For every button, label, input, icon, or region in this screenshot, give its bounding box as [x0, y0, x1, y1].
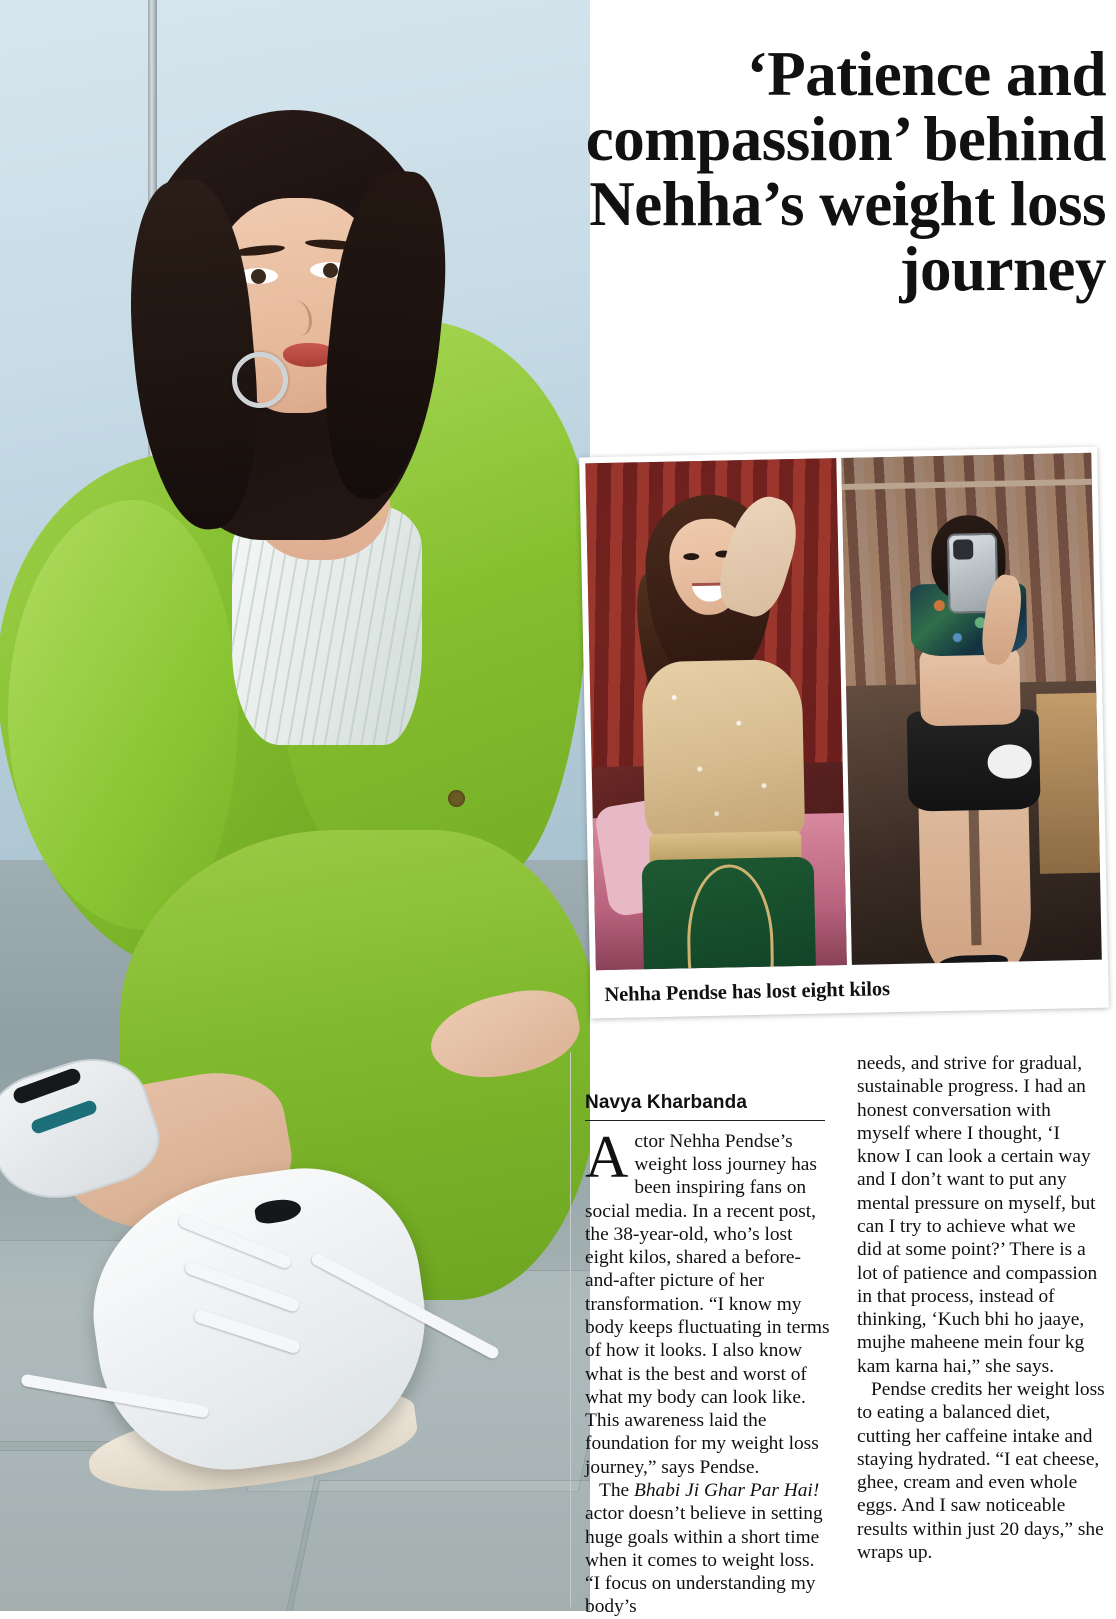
collage-photos [585, 453, 1102, 970]
drop-cap: A [585, 1123, 629, 1190]
before-top-sparkle [641, 659, 805, 842]
after-wooden-shelf [1036, 693, 1100, 874]
article-column-right [857, 1052, 1105, 1619]
article-column-left [585, 1052, 833, 1619]
page-title: ‘Patience and compassion’ behind Nehha’s weight loss journey [585, 39, 1106, 304]
after-phone-camera [952, 539, 972, 559]
show-title-italic: Bhabi Ji Ghar Par Hai! [634, 1480, 820, 1502]
column-divider [570, 1052, 571, 1607]
article-paragraph-text-pre: The [599, 1480, 634, 1502]
article-body [585, 1052, 1105, 1618]
byline-rule [585, 1120, 825, 1121]
byline-block [585, 1092, 825, 1121]
after-shorts-logo [987, 744, 1032, 779]
before-after-photo-collage [579, 447, 1109, 1019]
article-paragraph: Pendse credits her weight loss to eating a balanced diet, cutting her caffeine intake and staying hydrated. “I eat cheese, ghee, cream and even whole eggs. And I saw noticeable results within just 20 days,” she wraps up. [857, 1378, 1105, 1563]
byline: Navya Kharbanda [585, 1092, 748, 1113]
article-columns [585, 1052, 1105, 1619]
hoop-earring [232, 352, 288, 408]
article-paragraph-text-post: actor doesn’t believe in setting huge goals within a short time when it comes to weight loss. “I focus on understanding my body’s [585, 1503, 823, 1618]
article-paragraph [585, 1123, 833, 1479]
after-photo [841, 453, 1102, 965]
floor-tile [281, 1480, 590, 1611]
before-embellished-top [641, 659, 805, 842]
article-paragraph-text: ctor Nehha Pendse’s weight loss journey has been inspiring fans on social media. In a recent post, the 38-year-old, who’s lost eight kilos, shared a before-and-after picture of her transformation. “I know my body keeps fluctuating in terms of how it looks. I also know what is the best and worst of what my body can look like. This awareness laid the foundation for my weight loss journey,” says Pendse. [585, 1130, 830, 1478]
before-photo [585, 458, 846, 970]
article-paragraph [585, 1479, 833, 1619]
blazer-button [448, 790, 465, 807]
article-paragraph: needs, and strive for gradual, sustainable progress. I had an honest conversation with myself where I thought, ‘I know I can look a certain way and I don’t want to put any mental pressure on myself, but can I try to achieve what we did at some point?’ There is a lot of patience and compassion in that process, instead of thinking, ‘Kuch bhi ho jaaye, mujhe maheene mein four kg kam karna hai,” she says. [857, 1053, 1098, 1377]
photo-caption: Nehha Pendse has lost eight kilos [590, 962, 1109, 1019]
